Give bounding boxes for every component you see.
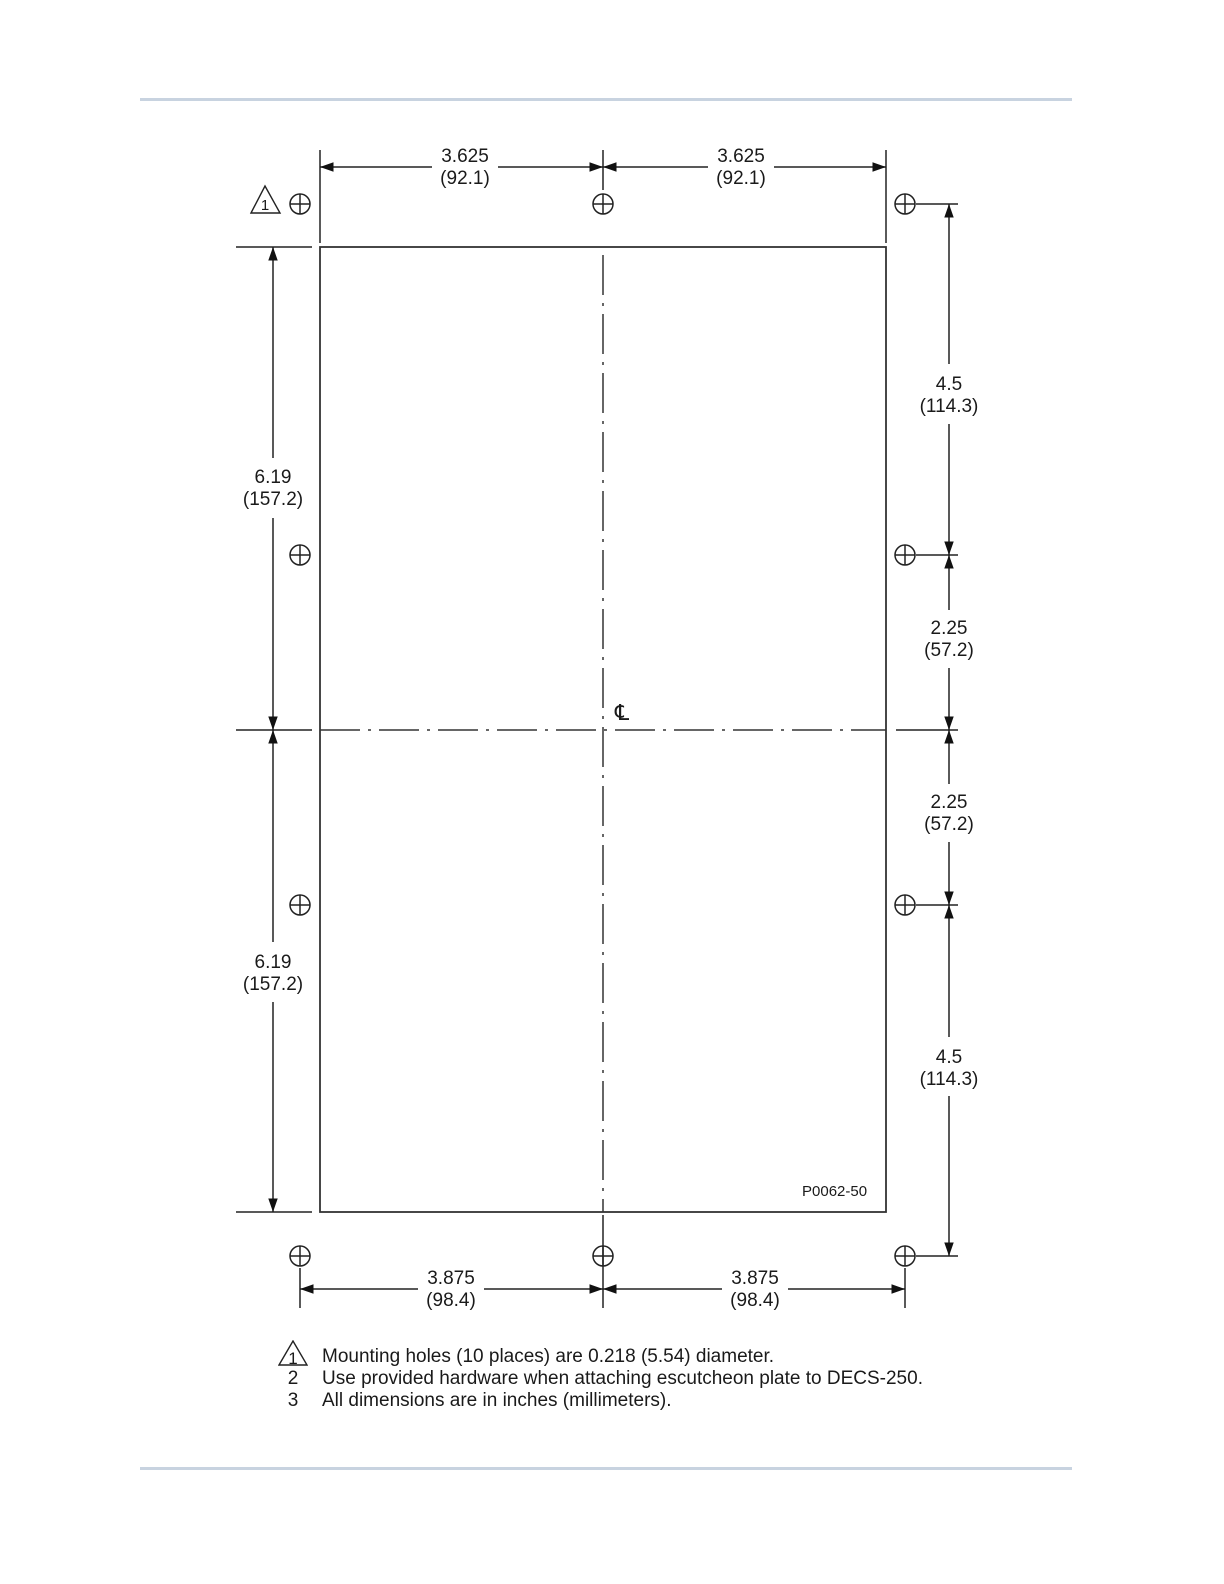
note-item <box>276 1368 923 1390</box>
dim-left-lower-mm: (157.2) <box>242 974 304 995</box>
mounting-hole-icon <box>593 194 613 214</box>
dim-bottom-right-mm: (98.4) <box>730 1290 780 1311</box>
dim-bottom-left-mm: (98.4) <box>426 1290 476 1311</box>
dim-right-bottom-inches: 4.5 <box>935 1047 963 1068</box>
dim-left-upper-mm: (157.2) <box>242 489 304 510</box>
dim-right-bottom-mm: (114.3) <box>919 1069 979 1090</box>
note-flag-number: 1 <box>260 197 270 214</box>
note-number-flagged: 1 <box>276 1346 310 1368</box>
note-item <box>276 1346 923 1368</box>
dim-bottom-left-inches: 3.875 <box>427 1268 475 1289</box>
notes-list <box>276 1346 923 1412</box>
note-number: 3 <box>287 1390 299 1411</box>
dim-right-top-mm: (114.3) <box>919 396 979 417</box>
dim-top-right-inches: 3.625 <box>717 146 765 167</box>
dim-right-upper-mid-mm: (57.2) <box>924 640 974 661</box>
mounting-hole-icon <box>290 1246 310 1266</box>
centerline-symbol: ℄ <box>615 700 630 725</box>
note-number: 2 <box>287 1368 299 1389</box>
note-flag-triangle-icon <box>251 186 280 214</box>
dim-top-right-mm: (92.1) <box>716 168 766 189</box>
dim-top-left-mm: (92.1) <box>440 168 490 189</box>
note-item <box>276 1390 923 1412</box>
mounting-hole-icon <box>593 1246 613 1266</box>
dim-right-upper-mid-inches: 2.25 <box>930 618 968 639</box>
dim-bottom-right-inches: 3.875 <box>731 1268 779 1289</box>
mounting-hole-icon <box>290 895 310 915</box>
mounting-hole-icon <box>290 545 310 565</box>
note-text: Use provided hardware when attaching escutcheon plate to DECS-250. <box>322 1368 923 1389</box>
dim-left-upper-inches: 6.19 <box>254 467 292 488</box>
note-text: All dimensions are in inches (millimeters). <box>322 1390 672 1411</box>
dim-left-lower-inches: 6.19 <box>254 952 292 973</box>
mounting-hole-icon <box>895 194 915 214</box>
dim-top-left-inches: 3.625 <box>441 146 489 167</box>
figure-reference-id: P0062-50 <box>802 1183 868 1200</box>
dim-right-lower-mid-inches: 2.25 <box>930 792 968 813</box>
mounting-hole-icon <box>895 545 915 565</box>
mounting-hole-icon <box>290 194 310 214</box>
mounting-hole-icon <box>895 1246 915 1266</box>
note-text: Mounting holes (10 places) are 0.218 (5.54) diameter. <box>322 1346 775 1367</box>
dim-right-lower-mid-mm: (57.2) <box>924 814 974 835</box>
mounting-hole-icon <box>895 895 915 915</box>
dim-right-top-inches: 4.5 <box>935 374 963 395</box>
